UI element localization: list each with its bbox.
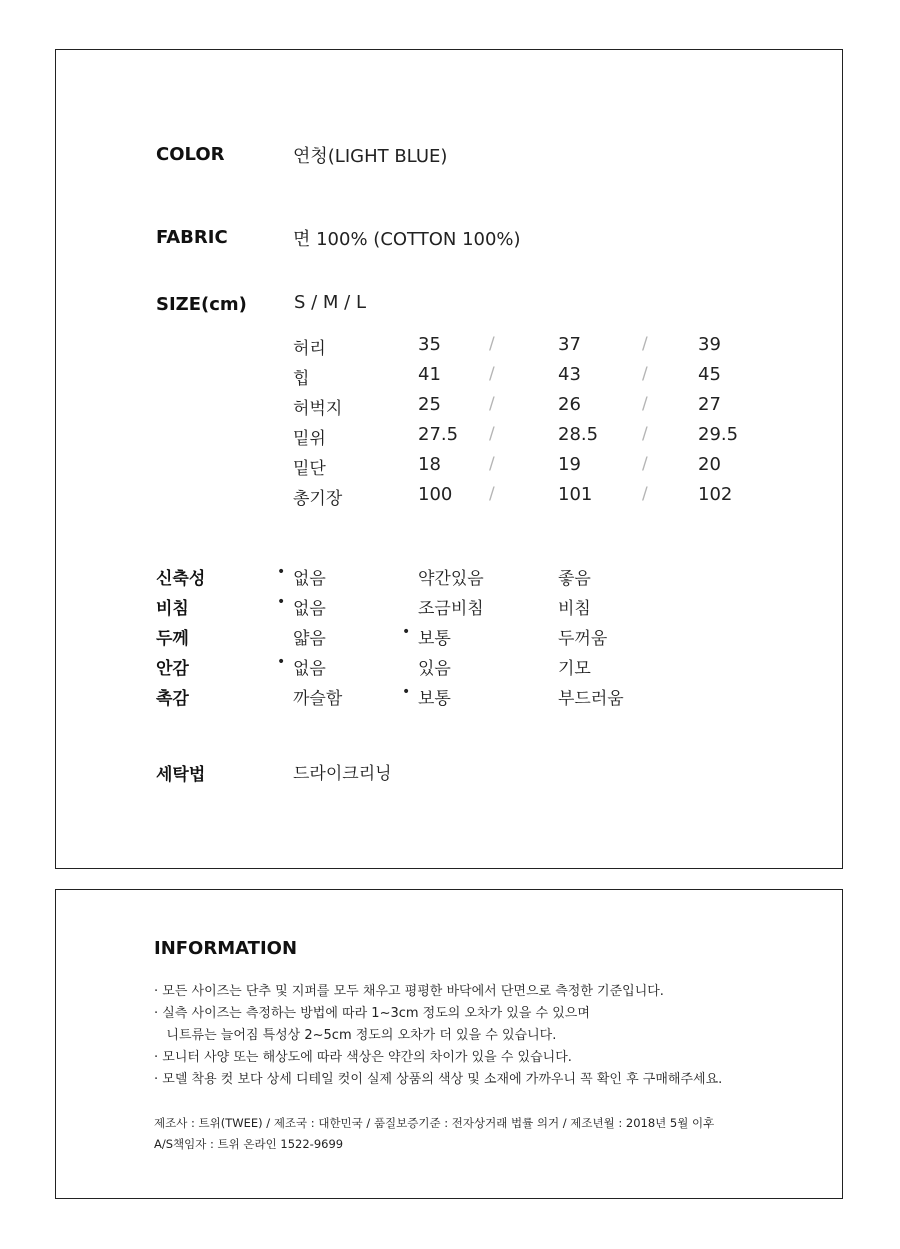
information-panel [55,889,843,1199]
property-option-text: 조금비침 [418,599,484,619]
property-option-text: 없음 [293,599,326,619]
property-option [293,624,326,649]
size-value-l: 102 [698,484,733,505]
property-label: 두께 [156,629,189,649]
property-option [558,594,591,619]
size-value-s: 100 [418,484,453,505]
size-separator: / [642,394,648,414]
wash-label: 세탁법 [156,765,206,785]
property-label: 안감 [156,659,189,679]
size-separator: / [489,364,495,384]
property-option [418,594,484,619]
property-option-text: 얇음 [293,629,326,649]
size-separator: / [642,424,648,444]
property-option-selected [418,624,451,649]
size-separator: / [489,334,495,354]
selected-bullet-icon [277,654,285,670]
property-option [293,684,342,709]
size-value-l: 45 [698,364,721,385]
property-option-text: 두꺼움 [558,629,608,649]
property-option [418,564,484,589]
size-row-name: 밑단 [293,459,326,479]
size-separator: / [642,364,648,384]
color-label: COLOR [156,144,225,165]
size-value-m: 26 [558,394,581,415]
property-option-text: 기모 [558,659,591,679]
size-value-s: 27.5 [418,424,459,445]
size-value-m: 101 [558,484,593,505]
size-separator: / [489,394,495,414]
size-value-l: 27 [698,394,721,415]
property-option-text: 없음 [293,569,326,589]
property-label: 신축성 [156,569,206,589]
size-separator: / [642,484,648,504]
property-option [558,564,591,589]
size-value-s: 35 [418,334,441,355]
selected-bullet-icon [402,684,410,700]
size-row-name: 힙 [293,369,310,389]
property-option-text: 약간있음 [418,569,484,589]
size-value-m: 28.5 [558,424,599,445]
selected-bullet-icon [277,594,285,610]
size-value-s: 41 [418,364,441,385]
property-option-text: 까슬함 [293,689,343,709]
size-separator: / [489,454,495,474]
information-line: 니트류는 늘어짐 특성상 2~5cm 정도의 오차가 더 있을 수 있습니다. [154,1028,557,1043]
size-separator: / [642,334,648,354]
information-line: · 실측 사이즈는 측정하는 방법에 따라 1~3cm 정도의 오차가 있을 수 있으며 [154,1006,590,1021]
property-option-text: 좋음 [558,569,591,589]
information-title: INFORMATION [154,938,298,959]
selected-bullet-icon [277,564,285,580]
property-option-text: 보통 [418,629,451,649]
manufacturer-line: 제조사 : 트위(TWEE) / 제조국 : 대한민국 / 품질보증기준 : 전자상거래 법률 의거 / 제조년월 : 2018년 5월 이후 [154,1116,715,1130]
property-label: 비침 [156,599,189,619]
information-line: · 모니터 사양 또는 해상도에 따라 색상은 약간의 차이가 있을 수 있습니다. [154,1050,572,1065]
property-option-selected [293,654,326,679]
fabric-label: FABRIC [156,227,228,248]
property-option [558,624,607,649]
product-spec-panel [55,49,843,869]
selected-bullet-icon [402,624,410,640]
property-option-selected [293,564,326,589]
size-value-m: 43 [558,364,581,385]
size-value-s: 18 [418,454,441,475]
property-option-text: 비침 [558,599,591,619]
size-value-m: 37 [558,334,581,355]
property-option [558,684,624,709]
size-row-name: 허리 [293,339,326,359]
size-row-name: 총기장 [293,489,343,509]
property-option [558,654,591,679]
information-line: · 모델 착용 컷 보다 상세 디테일 컷이 실제 상품의 색상 및 소재에 가까우니 꼭 확인 후 구매해주세요. [154,1072,723,1087]
property-option-text: 없음 [293,659,326,679]
size-value-l: 29.5 [698,424,739,445]
property-option-selected [418,684,451,709]
size-value-l: 20 [698,454,721,475]
property-option-text: 보통 [418,689,451,709]
color-value: 연청(LIGHT BLUE) [293,146,448,167]
size-row-name: 허벅지 [293,399,343,419]
property-option-selected [293,594,326,619]
property-option [418,654,451,679]
size-value-m: 19 [558,454,581,475]
property-label: 촉감 [156,689,189,709]
fabric-value: 면 100% (COTTON 100%) [293,229,521,250]
property-option-text: 부드러움 [558,689,624,709]
size-value: S / M / L [294,292,366,313]
size-label: SIZE(cm) [156,294,247,315]
property-option-text: 있음 [418,659,451,679]
size-row-name: 밑위 [293,429,326,449]
wash-value: 드라이크리닝 [293,764,392,784]
size-separator: / [642,454,648,474]
information-line: · 모든 사이즈는 단추 및 지퍼를 모두 채우고 평평한 바닥에서 단면으로 측정한 기준입니다. [154,984,664,999]
size-value-s: 25 [418,394,441,415]
size-value-l: 39 [698,334,721,355]
size-separator: / [489,424,495,444]
manufacturer-line: A/S책임자 : 트위 온라인 1522-9699 [154,1137,344,1151]
size-separator: / [489,484,495,504]
